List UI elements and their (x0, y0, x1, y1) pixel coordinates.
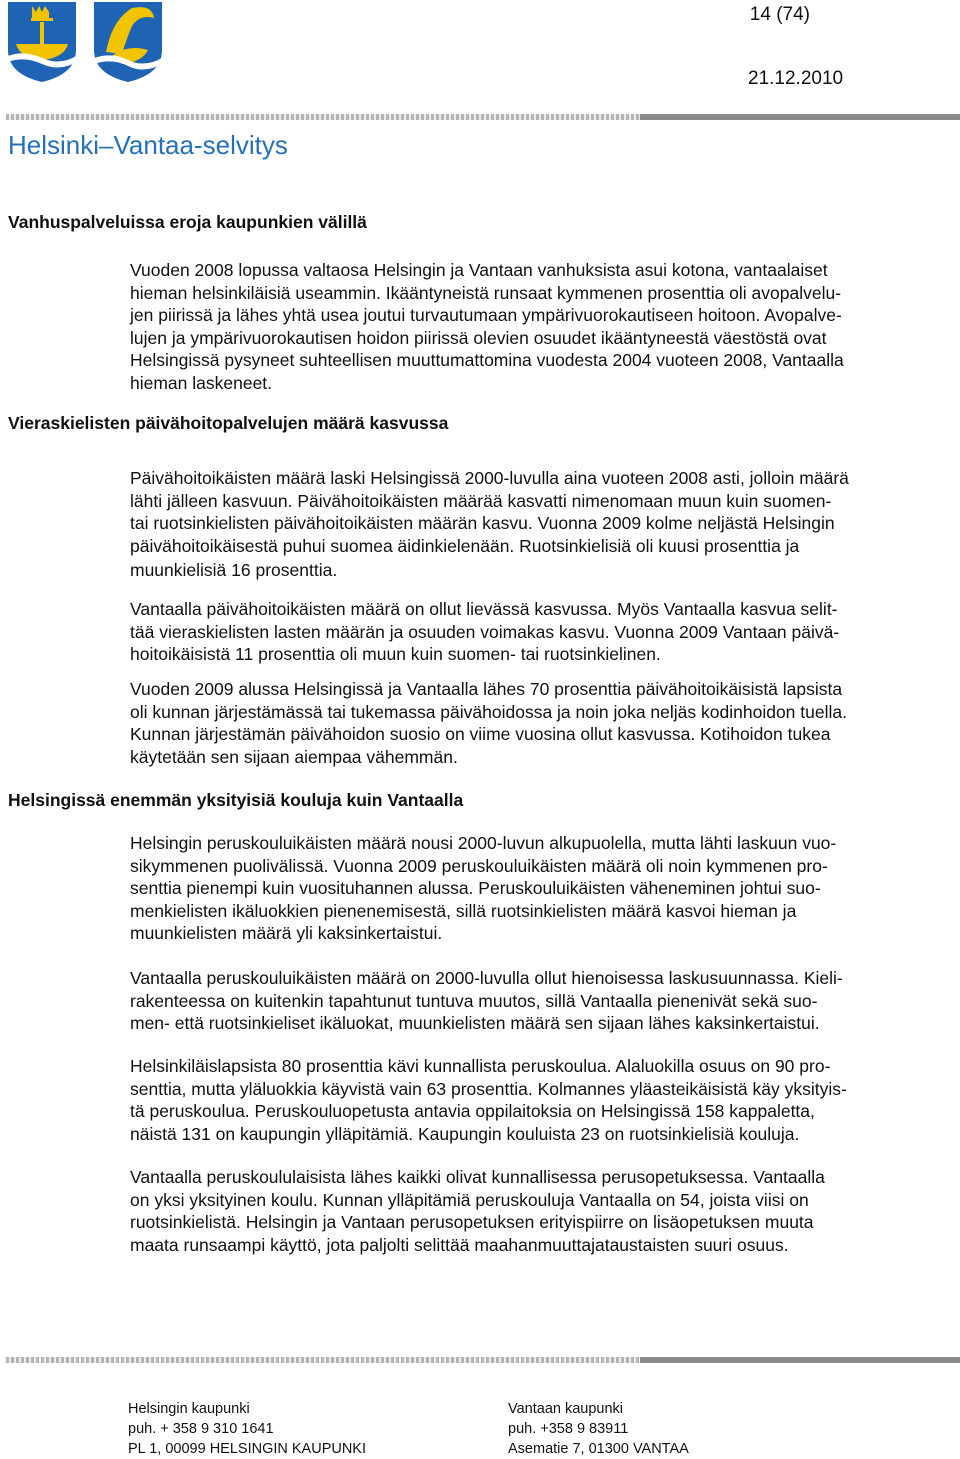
text-line: Päivähoitoikäisten määrä laski Helsingissä 2000-luvulla aina vuoteen 2008 asti, jolloin määrä (130, 468, 849, 488)
text-line: senttia, mutta yläluokkia käyvistä vain 63 prosenttia. Kolmannes yläasteikäisistä käy yksityis- (130, 1078, 847, 1099)
text-line: rakenteessa on kuitenkin tapahtunut tuntuva muutos, sillä Vantaalla pienenivät sekä suo- (130, 990, 818, 1011)
text-line: tai ruotsinkielisten päivähoitoikäisten määrän kasvu. Vuonna 2009 kolme neljästä Helsingin (130, 513, 835, 533)
paragraph (130, 259, 920, 394)
paragraph (130, 1166, 920, 1256)
paragraph (130, 678, 920, 768)
text-line: muunkielisten määrä yli kaksinkertaistui. (130, 923, 443, 943)
footer-divider (6, 1357, 960, 1363)
text-line: Helsingissä pysyneet suhteellisen muuttumattomina vuodesta 2004 vuoteen 2008, Vantaalla (130, 350, 844, 370)
text-line: Vuoden 2008 lopussa valtaosa Helsingin ja Vantaan vanhuksista asui kotona, vantaalaiset (130, 260, 828, 280)
text-line: ruotsinkielistä. Helsingin ja Vantaan perusopetuksen erityispiirre on lisäopetuksen muuta (130, 1212, 814, 1232)
text-line: men- että ruotsinkieliset ikäluokat, muunkielisten määrä sen sijaan lähes kaksinkertaistui. (130, 1013, 820, 1033)
text-line: tää vieraskielisten lasten määrän ja osuuden voimakas kasvu. Vuonna 2009 Vantaan päivä- (130, 621, 840, 642)
text-line: Vantaalla päivähoitoikäisten määrä on ollut lievässä kasvussa. Myös Vantaalla kasvua selit- (130, 599, 838, 619)
footer-helsinki-contact (128, 1399, 366, 1459)
document-date: 21.12.2010 (748, 68, 844, 89)
text-line: hoitoikäisistä 11 prosenttia oli muun kuin suomen- tai ruotsinkielinen. (130, 644, 661, 664)
text-line: Vuoden 2009 alussa Helsingissä ja Vantaalla lähes 70 prosenttia päivähoitoikäisistä lapsista (130, 679, 843, 699)
text-line: maata runsaampi käyttö, jota paljolti selittää maahanmuuttajataustaisten suuri osuus. (130, 1234, 789, 1255)
text-line: on yksi yksityinen koulu. Kunnan ylläpitämiä peruskouluja Vantaalla on 54, joista viisi on (130, 1189, 809, 1210)
footer-line: puh. +358 9 83911 (508, 1421, 629, 1437)
text-line: Helsinkiläislapsista 80 prosenttia kävi kunnallista peruskoulua. Alaluokilla osuus on 90 pro- (130, 1056, 831, 1076)
footer-line: Asematie 7, 01300 VANTAA (508, 1441, 689, 1457)
text-line: menkielisten ikäluokkien pienenemisestä, sillä ruotsinkielisten määrä kasvoi hieman ja (130, 900, 797, 921)
text-line: jen piirissä ja lähes yhtä usea joutui turvautumaan ympärivuorokautiseen hoitoon. Avopalve- (130, 305, 842, 325)
text-line: Vantaalla peruskoululaisista lähes kaikki olivat kunnallisessa perusopetuksessa. Vantaalla (130, 1167, 825, 1187)
document-title: Helsinki–Vantaa-selvitys (8, 130, 288, 160)
section-heading: Vanhuspalveluissa eroja kaupunkien välillä (8, 212, 367, 232)
paragraph (130, 1055, 920, 1145)
section-heading: Vieraskielisten päivähoitopalvelujen määrä kasvussa (8, 413, 449, 433)
text-line: senttia pienempi kuin vuosituhannen alussa. Peruskouluikäisten väheneminen johtui suo- (130, 878, 821, 898)
vantaa-coat-of-arms-icon (92, 0, 164, 84)
footer-line: puh. + 358 9 310 1641 (128, 1421, 274, 1437)
text-line: sikymmenen puolivälissä. Vuonna 2009 peruskouluikäisten määrä oli noin kymmenen pro- (130, 855, 828, 876)
paragraph (130, 598, 920, 666)
text-line: lujen ja ympärivuorokautisen hoidon piirissä olevien osuudet ikääntyneestä väestöstä ovat (130, 327, 827, 348)
helsinki-coat-of-arms-icon (6, 0, 78, 84)
footer-line: Vantaan kaupunki (508, 1401, 624, 1417)
page-number: 14 (74) (749, 4, 810, 25)
header-divider (6, 114, 960, 120)
footer-vantaa-contact (508, 1399, 689, 1459)
text-line: hieman laskeneet. (130, 372, 273, 393)
text-line: hieman helsinkiläisiä useammin. Ikääntyneistä runsaat kymmenen prosenttia oli avopalvelu- (130, 282, 842, 303)
paragraph (130, 832, 920, 945)
footer-line: PL 1, 00099 HELSINGIN KAUPUNKI (128, 1441, 367, 1457)
text-line: Vantaalla peruskouluikäisten määrä on 2000-luvulla ollut hienoisessa laskusuunnassa. Kieli- (130, 968, 843, 988)
section-heading: Helsingissä enemmän yksityisiä kouluja kuin Vantaalla (8, 790, 464, 810)
text-line: päivähoitoikäisestä puhui suomea äidinkielenään. Ruotsinkielisiä oli kuusi prosenttia ja (130, 535, 800, 556)
text-line: näistä 131 on kaupungin ylläpitämiä. Kaupungin kouluista 23 on ruotsinkielisiä kouluja. (130, 1123, 800, 1144)
text-line: Helsingin peruskouluikäisten määrä nousi 2000-luvun alkupuolella, mutta lähti laskuun vuo- (130, 833, 837, 853)
text-line: Kunnan järjestämän päivähoidon suosio on viime vuosina ollut kasvussa. Kotihoidon tukea (130, 724, 831, 744)
paragraph (130, 467, 920, 582)
footer-line: Helsingin kaupunki (128, 1401, 250, 1417)
text-line: käytetään sen sijaan aiempaa vähemmän. (130, 746, 458, 767)
paragraph (130, 967, 920, 1035)
text-line: muunkielisiä 16 prosenttia. (130, 560, 338, 580)
text-line: lähti jälleen kasvuun. Päivähoitoikäisten määrää kasvatti nimenomaan muun kuin suomen- (130, 490, 832, 511)
text-line: oli kunnan järjestämässä tai tukemassa päivähoidossa ja noin joka neljäs kodinhoidon tuella. (130, 701, 847, 722)
text-line: tä peruskoulua. Peruskouluopetusta antavia oppilaitoksia on Helsingissä 158 kappaletta, (130, 1101, 815, 1121)
